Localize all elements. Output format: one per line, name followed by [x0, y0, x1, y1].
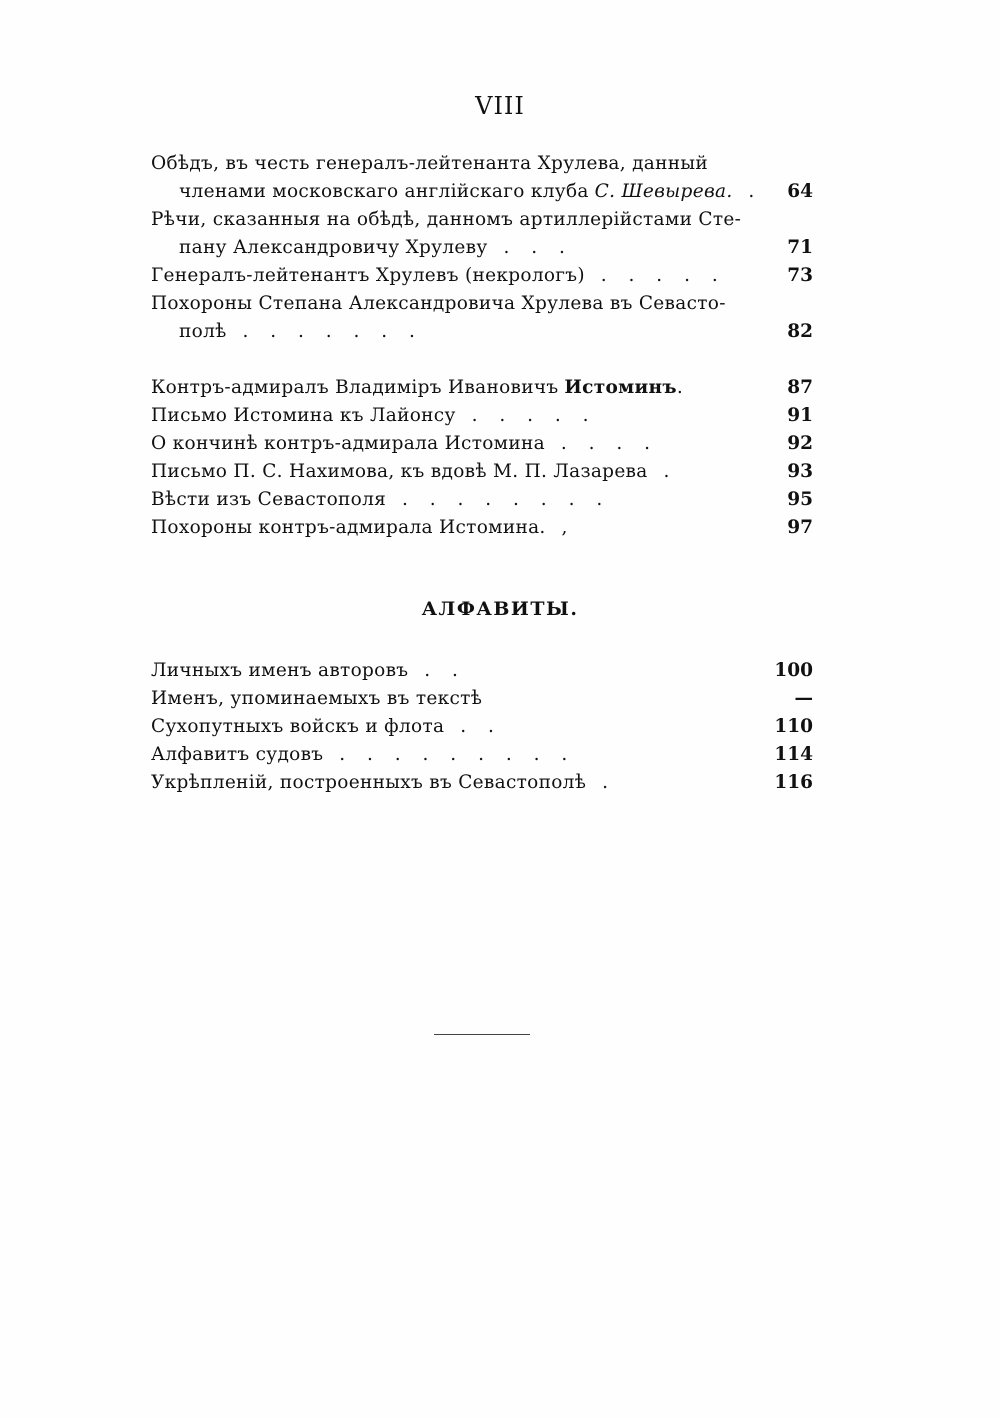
entry-title: Письмо П. С. Нахимова, къ вдовѣ М. П. Лазарева — [151, 461, 648, 482]
entry-page: 91 — [787, 405, 813, 426]
entry-title: Укрѣпленій, построенныхъ въ Севастополѣ — [151, 772, 587, 793]
leader-dots: . — [676, 377, 683, 398]
leader-dots: . . . . . . . . — [402, 489, 611, 510]
leader-dots: . . . . — [560, 433, 659, 454]
entry-title: О кончинѣ контръ-адмирала Истомина — [151, 433, 545, 454]
entry-title: Алфавитъ судовъ — [151, 744, 324, 765]
entry-page: 73 — [787, 265, 813, 286]
entry-title: Сухопутныхъ войскъ и флота — [151, 716, 445, 737]
leader-dots: . — [748, 181, 763, 202]
entry-title: Контръ-адмиралъ Владимiръ Ивановичъ — [151, 377, 559, 398]
entry-title: Именъ, упоминаемыхъ въ текстѣ — [151, 688, 483, 709]
toc-entry — [151, 657, 813, 685]
entry-title: Рѣчи, сказанныя на обѣдѣ, данномъ артиллерійстами Сте- — [151, 209, 742, 230]
toc-entry — [151, 430, 813, 458]
entry-title: Вѣсти изъ Севастополя — [151, 489, 387, 510]
leader-dots: . — [602, 772, 616, 793]
toc-entry — [151, 458, 813, 486]
toc-entry — [151, 685, 813, 713]
toc-entry — [151, 290, 813, 346]
entry-page: 97 — [787, 517, 813, 538]
leader-dots: . . . . . . . . . — [339, 744, 576, 765]
entry-author: С. Шевырева. — [594, 181, 733, 202]
leader-dots: . . . . . — [471, 405, 597, 426]
entry-title-cont: членами московскаго англійскаго клуба — [179, 181, 589, 202]
entry-title-bold: Истоминъ — [564, 377, 677, 398]
entry-title: Похороны контръ-адмирала Истомина. — [151, 517, 546, 538]
entry-title-cont: полѣ — [179, 321, 227, 342]
entry-page: 93 — [787, 461, 813, 482]
leader-dots: . . — [424, 660, 466, 681]
leader-dots: . — [663, 461, 678, 482]
leader-dots: . . . . . . . — [242, 321, 423, 342]
toc-entry — [151, 206, 813, 262]
page-number: VIII — [475, 92, 525, 120]
toc-entry — [151, 150, 813, 206]
alphabets-heading: АЛФАВИТЫ. — [421, 598, 579, 620]
toc-entry — [151, 741, 813, 769]
entry-title: Личныхъ именъ авторовъ — [151, 660, 409, 681]
toc-section-khrulev — [151, 150, 813, 346]
entry-page: 64 — [787, 181, 813, 202]
toc-entry — [151, 514, 813, 542]
entry-page: 95 — [787, 489, 813, 510]
toc-entry — [151, 402, 813, 430]
entry-page: — — [794, 688, 813, 709]
entry-page: 82 — [787, 321, 813, 342]
entry-title: Письмо Истомина къ Лайонсу — [151, 405, 456, 426]
entry-title: Генералъ-лейтенантъ Хрулевъ (некрологъ) — [151, 265, 585, 286]
entry-title: Обѣдъ, въ честь генералъ-лейтенанта Хрулева, данный — [151, 153, 709, 174]
entry-page: 116 — [774, 772, 813, 793]
toc-entry — [151, 713, 813, 741]
toc-section-alphabets — [151, 657, 813, 797]
entry-page: 92 — [787, 433, 813, 454]
entry-title-cont: пану Александровичу Хрулеву — [179, 237, 488, 258]
toc-entry — [151, 262, 813, 290]
end-rule-divider — [434, 1034, 530, 1035]
entry-page: 100 — [774, 660, 813, 681]
leader-dots: . . — [460, 716, 502, 737]
toc-section-istomin — [151, 374, 813, 542]
leader-dots: . . . . . — [600, 265, 726, 286]
entry-page: 71 — [787, 237, 813, 258]
entry-title: Похороны Степана Александровича Хрулева въ Севасто- — [151, 293, 726, 314]
toc-entry — [151, 769, 813, 797]
entry-page: 87 — [787, 377, 813, 398]
toc-entry — [151, 374, 813, 402]
leader-dots: , — [561, 517, 576, 538]
entry-page: 114 — [774, 744, 813, 765]
leader-dots: . . . — [503, 237, 573, 258]
toc-entry — [151, 486, 813, 514]
entry-page: 110 — [774, 716, 813, 737]
